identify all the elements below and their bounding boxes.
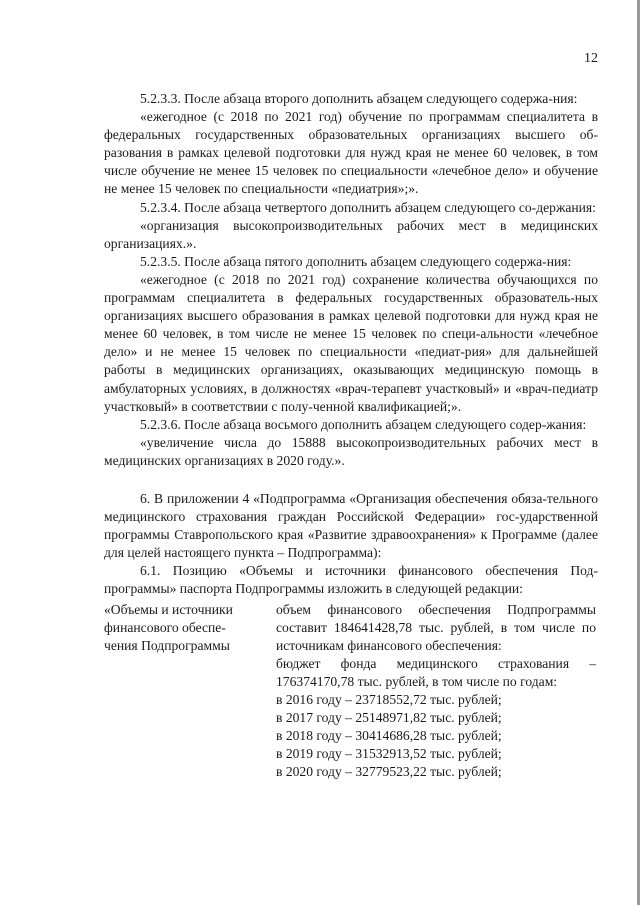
paragraph-6-1: 6.1. Позицию «Объемы и источники финансового обеспечения Под-программы» паспорта Подпрограммы изложить в следующей редакции: xyxy=(104,563,598,597)
paragraph-quote-training: «ежегодное (с 2018 по 2021 год) обучение по программам специалитета в федеральных государственных образовательных организациях высшего об-разования в рамках целевой подготовки для нужд края не менее 60 человек, в том числе обучение не менее 15 человек по специальности «лечебное дело» и обучение не менее 15 человек по специальности «педиатрия»;». xyxy=(104,109,598,197)
funding-year-row: в 2016 году – 23718552,72 тыс. рублей; xyxy=(276,692,502,707)
funding-table xyxy=(104,601,598,782)
funding-table-label xyxy=(104,601,268,782)
funding-year-row: в 2020 году – 32779523,22 тыс. рублей; xyxy=(276,764,502,780)
paragraph-5-2-3-4: 5.2.3.4. После абзаца четвертого дополнить абзацем следующего со-держания: xyxy=(140,199,596,215)
paragraph-5-2-3-5: 5.2.3.5. После абзаца пятого дополнить абзацем следующего содержа-ния: xyxy=(140,253,572,269)
document-body xyxy=(104,90,598,781)
section-gap xyxy=(104,470,598,490)
funding-year-row: в 2018 году – 30414686,28 тыс. рублей; xyxy=(276,728,502,744)
paragraph-quote-retention: «ежегодное (с 2018 по 2021 год) сохранение количества обучающихся по программам специалитета в федеральных государственных образователь-ных организациях высшего образования в рамках целевой подготовки для нужд края не менее 60 человек, в том числе не менее 15 человек по специ-альности «лечебное дело» и не менее 15 человек по специальности «педиат-рия» для дальнейшей работы в медицинских организациях, оказывающих медицинскую помощь в амбулаторных условиях, в должностях «врач-терапевт участковый» и «врач-педиатр участковый» в соответствии с полу-ченной квалификацией;». xyxy=(104,271,598,414)
paragraph-6: 6. В приложении 4 «Подпрограмма «Организация обеспечения обяза-тельного медицинского страхования граждан Российской Федерации» гос-ударственной программы Ставропольского края «Развитие здравоохранения» к Программе (далее для целей настоящего пункта – Подпрограмма): xyxy=(104,490,598,561)
paragraph-quote-increase: «увеличение числа до 15888 высокопроизводительных рабочих мест в медицинских организациях в 2020 году.». xyxy=(104,434,598,468)
funding-budget: бюджет фонда медицинского страхования – 176374170,78 тыс. рублей, в том числе по годам: xyxy=(276,655,596,689)
funding-year-row: в 2019 году – 31532913,52 тыс. рублей; xyxy=(276,746,502,762)
paragraph-quote-workplaces: «организация высокопроизводительных рабочих мест в медицинских организациях.». xyxy=(104,217,598,251)
table-label-line: финансового обеспе- xyxy=(104,619,226,635)
table-label-line: чения Подпрограммы xyxy=(104,637,230,653)
page-number: 12 xyxy=(584,51,598,66)
funding-intro: объем финансового обеспечения Подпрограммы составит 184641428,78 тыс. рублей, в том числе по источникам финансового обеспечения: xyxy=(276,601,596,653)
funding-table-value xyxy=(276,601,596,782)
table-label-line: «Объемы и источники xyxy=(104,601,233,617)
paragraph-5-2-3-3: 5.2.3.3. После абзаца второго дополнить абзацем следующего содержа-ния: xyxy=(140,91,578,106)
paragraph-5-2-3-6: 5.2.3.6. После абзаца восьмого дополнить абзацем следующего содер-жания: xyxy=(140,416,587,432)
funding-year-row: в 2017 году – 25148971,82 тыс. рублей; xyxy=(276,710,502,726)
